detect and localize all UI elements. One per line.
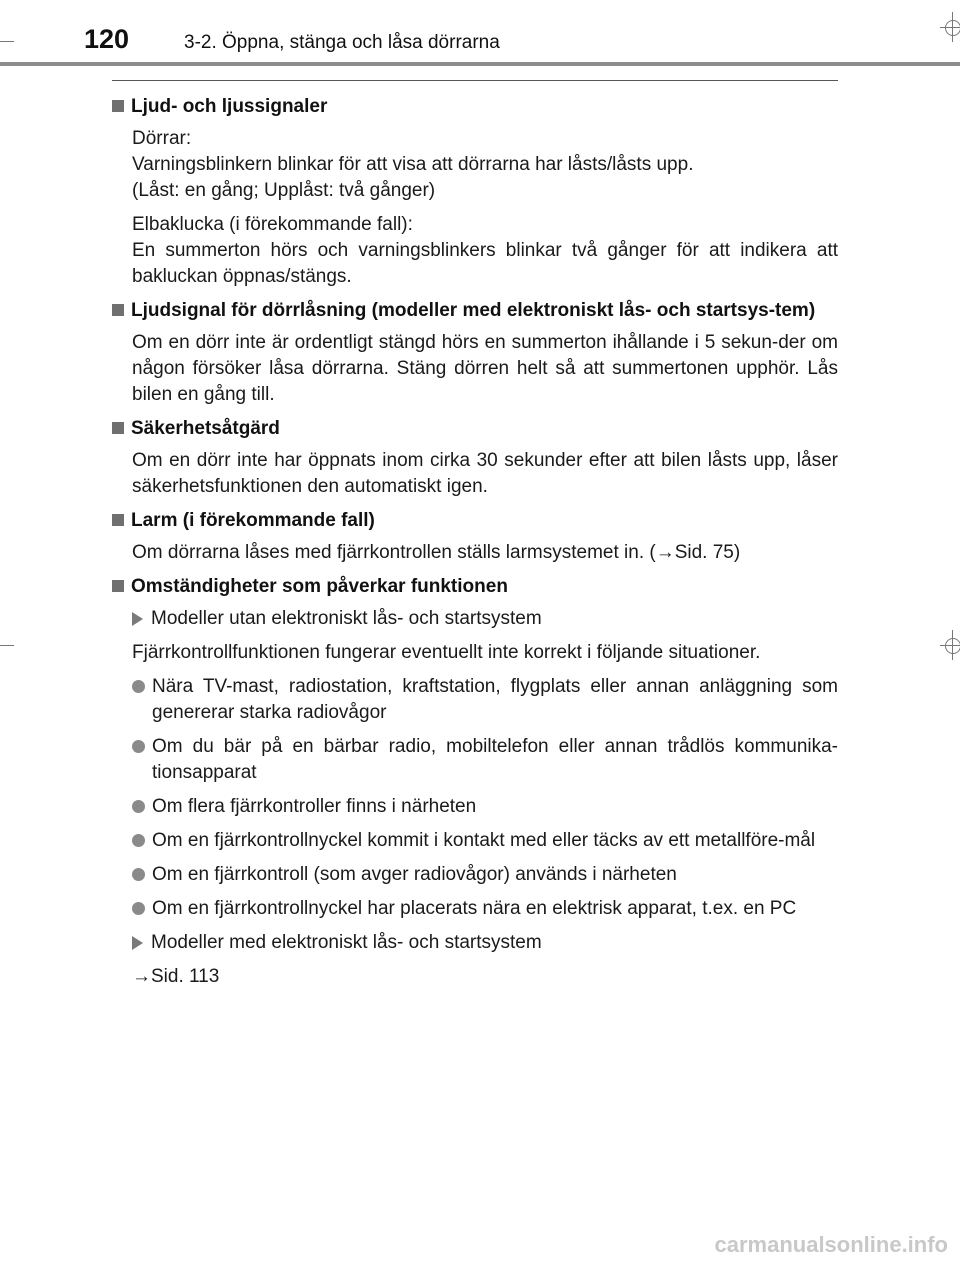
section-heading: Omständigheter som påverkar funktionen [112,574,838,600]
page-content [112,94,838,998]
section-door-lock-sound [112,298,838,408]
circle-bullet-icon [132,800,145,813]
circle-bullet-icon [132,834,145,847]
paragraph: Om en dörr inte är ordentligt stängd hörs en summerton ihållande i 5 sekun-der om någon försöker låsa dörrarna. Stäng dörren helt så att summertonen upphör. Lås bilen en gång till. [132,332,838,405]
header-rule [0,62,960,66]
circle-bullet-icon [132,902,145,915]
section-heading: Ljudsignal för dörrlåsning (modeller med elektroniskt lås- och startsys-tem) [112,298,838,324]
section-alarm [112,508,838,566]
registration-mark-icon [945,638,960,654]
section-circumstances [112,574,838,990]
section-title: 3-2. Öppna, stänga och låsa dörrarna [184,32,500,53]
circle-bullet-icon [132,680,145,693]
section-safety-measure [112,416,838,500]
section-heading: Säkerhetsåtgärd [112,416,838,442]
crop-mark [0,41,14,42]
square-bullet-icon [112,304,124,316]
section-heading: Ljud- och ljussignaler [112,94,838,120]
crop-mark [0,645,14,646]
subheading: Modeller med elektroniskt lås- och startsystem [132,930,838,956]
list-item: Om flera fjärrkontroller finns i närheten [132,794,838,820]
list-item: Om en fjärrkontrollnyckel har placerats nära en elektrisk apparat, t.ex. en PC [132,896,838,922]
list-item: Om du bär på en bärbar radio, mobiltelefon eller annan trådlös kommunika-tionsapparat [132,734,838,786]
paragraph: Fjärrkontrollfunktionen fungerar eventuellt inte korrekt i följande situationer. [132,642,761,663]
section-sound-light-signals [112,94,838,290]
list-item: Nära TV-mast, radiostation, kraftstation, flygplats eller annan anläggning som genererar starka radiovågor [132,674,838,726]
paragraph: Elbaklucka (i förekommande fall): En summerton hörs och varningsblinkers blinkar två gånger för att indikera att bakluckan öppnas/stängs. [132,214,838,287]
section-heading: Larm (i förekommande fall) [112,508,838,534]
square-bullet-icon [112,422,124,434]
square-bullet-icon [112,100,124,112]
triangle-bullet-icon [132,936,143,950]
page-header [0,0,960,70]
square-bullet-icon [112,514,124,526]
circle-bullet-icon [132,868,145,881]
watermark: carmanualsonline.info [714,1232,948,1257]
page-number: 120 [84,24,130,54]
subheading: Modeller utan elektroniskt lås- och startsystem [132,606,838,632]
page-reference-link[interactable]: →Sid. 113 [132,966,220,987]
list-item: Om en fjärrkontrollnyckel kommit i kontakt med eller täcks av ett metallföre-mål [132,828,838,854]
list-item: Om en fjärrkontroll (som avger radiovågor) används i närheten [132,862,838,888]
square-bullet-icon [112,580,124,592]
paragraph: Om dörrarna låses med fjärrkontrollen ställs larmsystemet in. (→Sid. 75) [132,542,741,563]
registration-mark-icon [945,20,960,36]
paragraph: Om en dörr inte har öppnats inom cirka 30 sekunder efter att bilen låsts upp, låser säkerhetsfunktionen den automatiskt igen. [132,450,838,497]
content-top-rule [112,80,838,81]
triangle-bullet-icon [132,612,143,626]
circle-bullet-icon [132,740,145,753]
paragraph: Dörrar: Varningsblinkern blinkar för att visa att dörrarna har låsts/låsts upp. (Låst: en gång; Upplåst: två gånger) [132,128,694,201]
